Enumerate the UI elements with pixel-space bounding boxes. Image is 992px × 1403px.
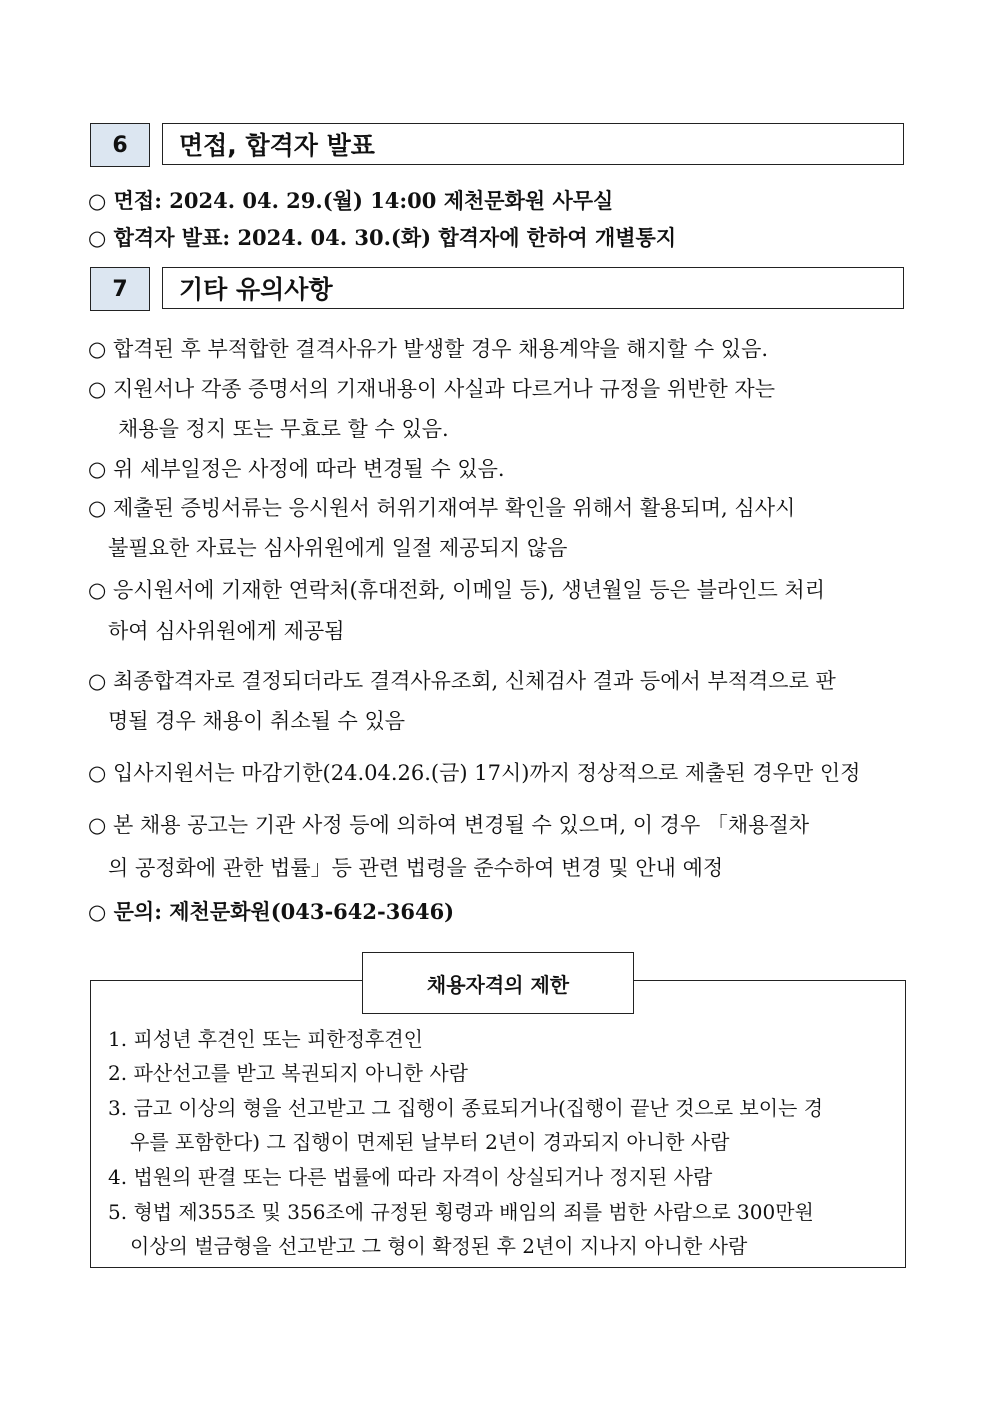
interview-schedule: ○ 면접: 2024. 04. 29.(월) 14:00 제천문화원 사무실 xyxy=(88,188,614,213)
restriction-line-5-cont: 이상의 벌금형을 선고받고 그 형이 확정된 후 2년이 지나지 아니한 사람 xyxy=(130,1234,748,1258)
restriction-line-4: 4. 법원의 판결 또는 다른 법률에 따라 자격이 상실되거나 정지된 사람 xyxy=(108,1165,713,1189)
notice-item-8-cont: 의 공정화에 관한 법률」등 관련 법령을 준수하여 변경 및 안내 예정 xyxy=(108,856,724,880)
notice-item-6: ○ 최종합격자로 결정되더라도 결격사유조회, 신체검사 결과 등에서 부적격으로 판 xyxy=(88,669,836,693)
notice-item-7: ○ 입사지원서는 마감기한(24.04.26.(금) 17시)까지 정상적으로 제출된 경우만 인정 xyxy=(88,761,861,785)
announcement-schedule: ○ 합격자 발표: 2024. 04. 30.(화) 합격자에 한하여 개별통지 xyxy=(88,225,677,250)
section-6-header xyxy=(90,123,906,169)
notice-item-2-cont: 채용을 정지 또는 무효로 할 수 있음. xyxy=(118,417,449,441)
notice-item-8: ○ 본 채용 공고는 기관 사정 등에 의하여 변경될 수 있으며, 이 경우 「채용절차 xyxy=(88,813,810,837)
section-6-title: 면접, 합격자 발표 xyxy=(162,123,904,165)
notice-item-2: ○ 지원서나 각종 증명서의 기재내용이 사실과 다르거나 규정을 위반한 자는 xyxy=(88,377,775,401)
contact-info: ○ 문의: 제천문화원(043-642-3646) xyxy=(88,899,455,924)
restrictions-title: 채용자격의 제한 xyxy=(362,952,634,1014)
section-7-title: 기타 유의사항 xyxy=(162,267,904,309)
restriction-line-5: 5. 형법 제355조 및 356조에 규정된 횡령과 배임의 죄를 범한 사람으로 300만원 xyxy=(108,1200,814,1224)
notice-item-1: ○ 합격된 후 부적합한 결격사유가 발생할 경우 채용계약을 해지할 수 있음. xyxy=(88,337,769,361)
notice-item-3: ○ 위 세부일정은 사정에 따라 변경될 수 있음. xyxy=(88,457,505,481)
notice-item-5-cont: 하여 심사위원에게 제공됨 xyxy=(108,619,345,643)
notice-item-4-cont: 불필요한 자료는 심사위원에게 일절 제공되지 않음 xyxy=(108,536,568,560)
section-7-header xyxy=(90,267,906,313)
restriction-line-3-cont: 우를 포함한다) 그 집행이 면제된 날부터 2년이 경과되지 아니한 사람 xyxy=(130,1130,730,1154)
section-6-number: 6 xyxy=(90,123,150,167)
restriction-line-1: 1. 피성년 후견인 또는 피한정후견인 xyxy=(108,1027,423,1051)
restriction-line-2: 2. 파산선고를 받고 복권되지 아니한 사람 xyxy=(108,1061,468,1085)
notice-item-6-cont: 명될 경우 채용이 취소될 수 있음 xyxy=(108,709,406,733)
notice-item-4: ○ 제출된 증빙서류는 응시원서 허위기재여부 확인을 위해서 활용되며, 심사시 xyxy=(88,496,796,520)
section-7-number: 7 xyxy=(90,267,150,311)
restriction-line-3: 3. 금고 이상의 형을 선고받고 그 집행이 종료되거나(집행이 끝난 것으로 보이는 경 xyxy=(108,1096,824,1120)
notice-item-5: ○ 응시원서에 기재한 연락처(휴대전화, 이메일 등), 생년월일 등은 블라인드 처리 xyxy=(88,578,826,602)
